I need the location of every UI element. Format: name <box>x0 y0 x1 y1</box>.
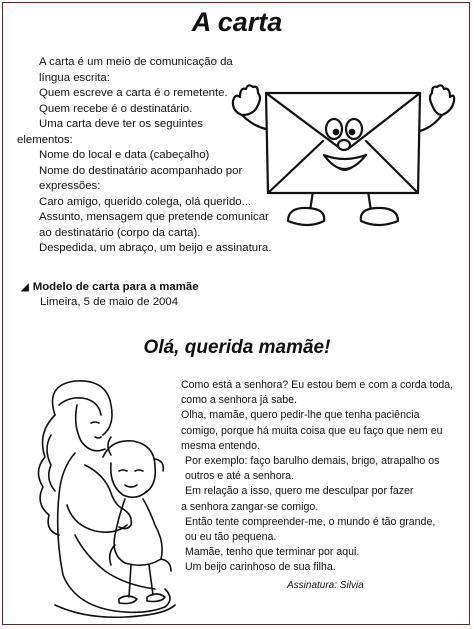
intro-line: expressões: <box>39 180 101 192</box>
intro-line: Uma carta deve ter os seguintes <box>39 118 203 130</box>
intro-line: língua escrita: <box>39 71 110 84</box>
letter-line: Um beijo carinhoso de sua filha. <box>185 561 336 574</box>
triangle-bullet-icon: ◢ <box>21 282 29 293</box>
letter-line: Olha, mamãe, quero pedir-lhe que tenha paciência <box>181 409 420 422</box>
letter-line: a senhora zangar-se comigo. <box>181 500 319 513</box>
letter-line: Como está a senhora? Eu estou bem e com a corda toda, <box>181 379 454 391</box>
intro-line: ao destinatário (corpo da carta). <box>39 226 201 239</box>
letter-line: ou eu tão pequena. <box>185 531 277 544</box>
intro-line: elementos: <box>17 133 73 146</box>
model-heading-text: Modelo de carta para a mamãe <box>32 281 199 293</box>
intro-line: Despedida, um abraço, um beijo e assinatura. <box>39 242 272 254</box>
signature: Assinatura: Silvia <box>287 580 364 591</box>
letter-line: Mamãe, tenho que terminar por aqui. <box>185 546 360 559</box>
model-date-line: Limeira, 5 de maio de 2004 <box>40 296 179 308</box>
letter-line: mesma entendo. <box>181 439 260 452</box>
letter-body <box>181 378 471 576</box>
letter-line: Em relação a isso, quero me desculpar por fazer <box>185 485 414 498</box>
letter-line: comigo, porque há muita coisa que eu faço que nem eu <box>181 424 443 437</box>
intro-line: Quem recebe é o destinatário. <box>39 102 193 115</box>
intro-line: Assunto, mensagem que pretende comunicar <box>39 211 269 223</box>
intro-line: Caro amigo, querido colega, olá querido... <box>39 195 252 208</box>
letter-line: como a senhora já sabe. <box>181 394 298 407</box>
letter-line: outros e até a senhora. <box>185 470 294 483</box>
envelope-character-illustration <box>228 71 468 246</box>
intro-line: A carta é um meio de comunicação da <box>39 56 233 68</box>
letter-line: Então tente compreender-me, o mundo é tão grande, <box>185 515 436 528</box>
intro-line: Nome do local e data (cabeçalho) <box>39 149 210 161</box>
letter-greeting: Olá, querida mamãe! <box>143 337 331 358</box>
mother-daughter-hug-illustration <box>15 375 183 623</box>
model-heading <box>21 281 199 293</box>
intro-line: Nome do destinatário acompanhado por <box>39 164 243 177</box>
intro-line: Quem escreve a carta é o remetente. <box>39 87 228 99</box>
letter-line: Por exemplo: faço barulho demais, brigo, atrapalho os <box>185 455 440 468</box>
worksheet-page <box>2 2 470 625</box>
page-title: A carta <box>191 7 283 37</box>
